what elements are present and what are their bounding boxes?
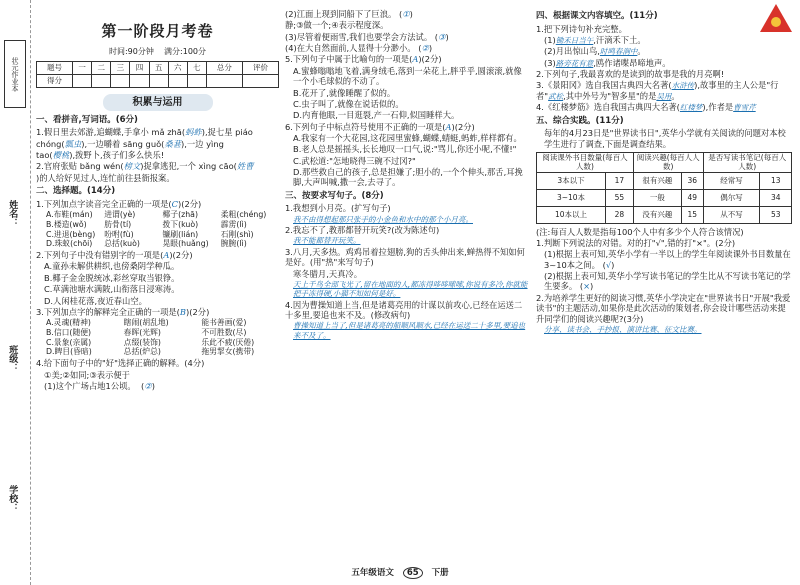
page-number: 65 [403, 567, 423, 579]
section-banner: 积累与运用 [103, 94, 213, 111]
q2-3-options: A.灵魂(精神) 瞎闹(胡乱地) 能书善画(爱) B.信口(随便) 春晖(光辉) 不可胜数(尽) C.景象(亲属) 点缀(装饰) 乐此不疲(厌倦) D.睥目(昏暗) 总括(炉总) 拖男挈女(携带) [46, 318, 255, 357]
question-2-1: 1.下列加点字读音完全正确的一项是(C)(2分) [36, 198, 202, 209]
question-2-2: 2.下列句子中没有错别字的一项是(A)(2分) [36, 250, 193, 261]
name-label: 姓名： [7, 200, 18, 227]
question-2-3: 3.下列加点字的解释完全正确的一项是(B)(2分) [36, 306, 210, 317]
section-4-title: 四、根据课文内容填空。(11分) [536, 11, 658, 21]
section-2-title: 二、选择题。(14分) [36, 186, 116, 197]
publisher-logo [758, 2, 794, 36]
handwritten-answer: 我不能都替开玩笑。 [293, 236, 361, 246]
time-info: 时间:90分钟 [108, 46, 154, 56]
column-1: 第一阶段月考卷 时间:90分钟 满分:100分 题号 一 二 三 四 五 六 七 总分 评价 得分 积累与运用 一、看拼音,写词语。(6分) 1.假日里去郊游,追蝴蝶,手拿小 mǎ zhā(蚂蚱),捉七星 piáo chóng(瓢虫),一边嚼着 sāng guǒ(桑葚),一边 yìng tao(樱桃),拨野卜,孩子们多么快乐! 2.官府张贴 bǎng wén(榜文)捉拿逃犯,一个 xìng cāo(姓曹 )的人给好见过人,连忙前往县衙报案。 二、选择题。(14分) 1.下列加点字读音完全正确的一项是(C)(2分) A.布鞋(mán) 进谓(yè) 椰子(zhā) 柔粗(chéng) B.楼造(wǒ) 肪骨(tí) 拨下(kuò) 霹雳(lì) C.进退(bèng) 吩咐(fù) 镰刷(lián) 石刚(shì) D.珠蚁(chōi) 总括(kuò) 晃眼(huǎng) 腕腕(lì) 2.下列句子中没有错别字的一项是(A)(2分) A.童孙未解供耕织,也傍桑阴学种瓜。 B.椰子金金脱统冰,彩丝穿取当银铮。 C.草满池塘水满陂,山衔落日浸寒涛。 D.人闲桂花落,夜近春山空。 3.下列加点字的解释完全正确的一项是(B)(2分) A.灵魂(精神) 瞎闹(胡乱地) 能书善画(爱) B.信口(随便) 春晖(光辉) 不可胜数(尽) C.景象(亲属) 点缀(装饰) 乐此不疲(厌倦) D.睥目(昏暗) 总括(炉总) 拖男挈女(携带) 4.给下面句子中的"好"选择正确的解释。(4分) ①美;②如同;③表示便于 (1)这个广场占地1公顷。 (②) [36, 8, 279, 392]
handwritten-answer: 曹操知道上当了,但是诸葛亮的船顺风顺水,已经在运送二十多里,要追也来不及了。 [293, 321, 526, 340]
handwritten-answer: 我不由得想起那只张手的小金鱼和水中的那个小月亮。 [293, 214, 473, 224]
question-2-6: 6.下列句子中标点符号使用不正确的一项是(A)(2分) [285, 121, 475, 132]
footer-subject: 五年级语文 [351, 568, 394, 579]
full-score: 满分:100分 [164, 46, 206, 56]
page-title: 第一阶段月考卷 [101, 22, 214, 40]
handwritten-answer: 天上千鸟全部飞光了,留在地面的人,都冻得哆哆嗦嗦,你说有多冷,你就能把手冻得硬,小猫不知如何是好。 [293, 279, 528, 299]
section-5-title: 五、综合实践。(11分) [536, 115, 624, 126]
class-label: 班级： [7, 345, 18, 372]
survey-table: 阅读课外书目数量(每百人人数) 阅读兴趣(每百人人数) 是否写读书笔记(每百人人数) 3本以下 17 很有兴趣 36 经常写 13 3~10本 55 一般 49 偶尔写 34 10本以上 28 没有兴趣 15 从不写 53 [536, 152, 792, 224]
school-label: 学校： [7, 485, 18, 512]
column-2: (2)江面上现到同船下了巨浪。 (①) 静;③做一个;④表示程度深。 (3)尽管着便雨雪,我们也要学会方法试。 (③) (4)在大自然面前,人显得十分渺小。 (②) 5.下列句子中属于比喻句的一项是(A)(2分) A.蜜蜂嗡嗡地飞着,满身绒毛,落到一朵花上,胖乎乎,圆滚滚,就像一个小毛球似的不动了。 B.花开了,就像睡醒了似的。 C.虫子叫了,就像在说话似的。 D.内育他眼,一目逛裂,产一石仰,似国睡样大。 6.下列句子中标点符号使用不正确的一项是(A)(2分) A.我家有一个大花园,这花园里蜜蜂,蝴蝶,蜻蜓,蚂蚱,样样都有。 B.老人总是摇摇头,长长地叹一口气,说:"骂儿,你还小呢,不懂!" C.武松道:"怎地晓得三碗不过冈?" D.那些救自己的孩子,总是担嫌了;胆小的,一个个伸头,那舌,耳挽脚,大声叫喊,撒一会,去寻了。 三、按要求写句子。(8分) 1.我想到小月亮。(扩写句子) 我不由得想起那只张手的小金鱼和水中的那个小月亮。 2.我忘不了,教那都替开玩笑?(改为陈述句) 我不能都替开玩笑。 3.八月,天多热。鸡鸡吊着拉翅膀,狗的舌头伸出来,蝉热得不知如何是好。(用"热"来写句子) 寒冬腊月,天真冷。 天上千鸟全部飞光了,留在地面的人,都冻得哆哆嗦嗦,你说有多冷,你就能把手冻得硬,小猫不知如何是好。 4.因为曹操知道上当,但是诸葛亮用的计谋以前攻心,已经在运送二十多里,要追也来不及。(修改病句) 曹操知道上当了,但是诸葛亮的船顺风顺水,已经在运送二十多里,要追也来不及了。 [285, 9, 528, 340]
question-2-5: 5.下列句子中属于比喻句的一项是(A)(2分) [285, 54, 442, 65]
column-3: 四、根据课文内容填空。(11分) 1.把下列诗句补充完整。 (1)锄禾日当午,汗滴禾下土。 (2)月出惊山鸟,时鸣春涧中。 (3)路旁花有意,鸥作诸喋昂啼地声。 2.下列句子,我最喜欢的是读到的故事是我的月亮啊! 3.《景阳冈》选自我国古典四大名著(水浒传),故事里的主人公是"行者"武松,其中外号为"智多星"的是吴用。 4.《红楼梦筋》选自我国古典四大名著(红楼梦),作者是曹雪芹 五、综合实践。(11分) 每年的4月23日是"世界读书日",英华小学就有关阅读的问题对本校学生进行了调查,下面是调查结果。 阅读课外书目数量(每百人人数) 阅读兴趣(每百人人数) 是否写读书笔记(每百人人数) 3本以下 17 很有兴趣 36 经常写 13 3~10本 55 一般 49 偶尔写 34 10本以上 28 没有兴趣 15 从不写 53 (注:每百人人数是指每100个人中有多少个人符合该情况) 1.判断下列说法的对错。对的打"√",错的打"×"。(2分) (1)根据上表可知,英华小学有一半以上的学生年阅读课外书目数量在3~10本之间。 (√) (2)根据上表可知,英华小学写读书笔记的学生比从不写读书笔记的学生要多。 (×) 2.为培养学生更好的阅读习惯,英华小学决定在"世界读书日"开展"我爱读书"的主题活动,如果你是此次活动的策划者,你会设计哪些活动来提升同学们的阅读兴趣呢?(3分) 分享、读书会、手抄报、演讲比赛、征文比赛。 [536, 11, 791, 334]
question-1-1: 1.假日里去郊游,追蝴蝶,手拿小 mǎ zhā(蚂蚱),捉七星 piáo [36, 127, 253, 138]
handwritten-answer: 分享、读书会、手抄报、演讲比赛、征文比赛。 [544, 324, 702, 334]
section-3-title: 三、按要求写句子。(8分) [285, 190, 384, 201]
binding-strip [0, 0, 31, 585]
footer-term: 下册 [431, 568, 449, 579]
binding-top-box: 状元作业本 [4, 40, 26, 108]
q2-1-options: A.布鞋(mán) 进谓(yè) 椰子(zhā) 柔粗(chéng) B.楼造(wǒ) 肪骨(tí) 拨下(kuò) 霹雳(lì) C.进退(bèng) 吩咐(fù) 镰刷(lián) 石刚(shì) D.珠蚁(chōi) 总括(kuò) 晃眼(huǎng) 腕腕(lì) [46, 210, 267, 249]
question-1-2: 2.官府张贴 bǎng wén(榜文)捉拿逃犯,一个 xìng cāo(姓曹 [36, 161, 254, 172]
exam-meta [36, 47, 279, 57]
question-2-4: 4.给下面句子中的"好"选择正确的解释。(4分) [36, 358, 205, 369]
page-footer [0, 568, 800, 579]
score-table: 题号 一 二 三 四 五 六 七 总分 评价 得分 [36, 61, 279, 88]
section-1-title: 一、看拼音,写词语。(6分) [36, 114, 138, 125]
